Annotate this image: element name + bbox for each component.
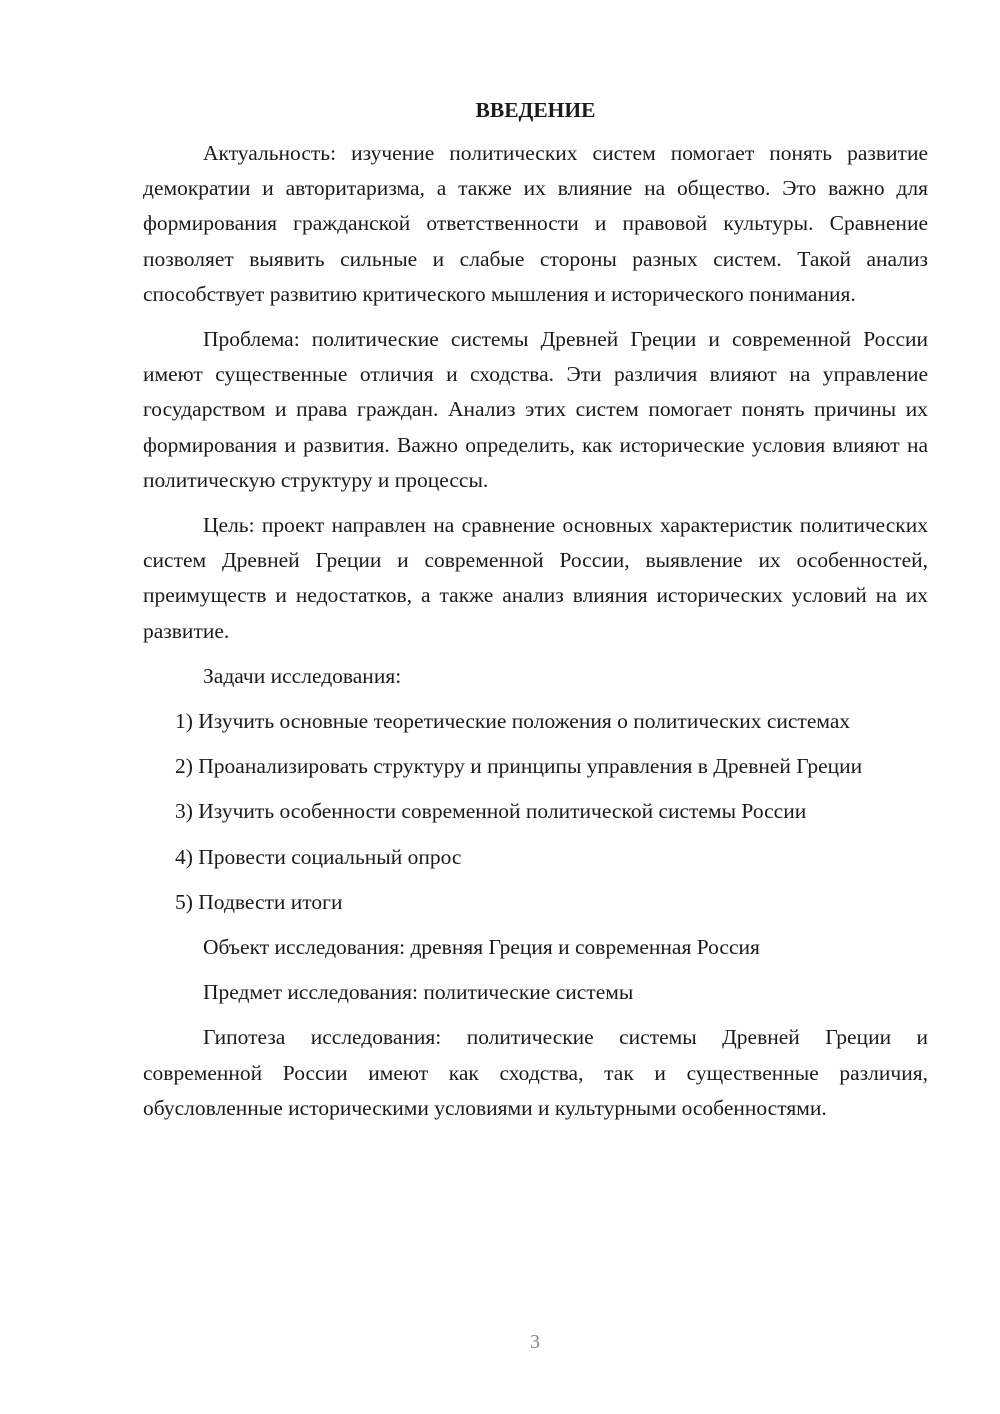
paragraph-goal: Цель: проект направлен на сравнение основных характеристик политических систем Древней Греции и современной России, выявление их особенностей, преимуществ и недостатков, а также анализ влияния исторических условий на их развитие. (143, 513, 928, 643)
research-object: Объект исследования: древняя Греция и современная Россия (203, 935, 760, 960)
research-hypothesis: Гипотеза исследования: политические системы Древней Греции и современной России имеют как сходства, так и существенные различия, обусловленные историческими условиями и культурными особенностями. (143, 1025, 928, 1120)
task-item-3: 3) Изучить особенности современной политической системы России (175, 799, 807, 824)
task-item-5: 5) Подвести итоги (175, 889, 343, 914)
paragraph-problem: Проблема: политические системы Древней Греции и современной России имеют существенные отличия и сходства. Эти различия влияют на управление государством и права граждан. Анализ этих систем помогает понять причины их формирования и развития. Важно определить, как исторические условия влияют на политическую структуру и процессы. (143, 327, 928, 492)
task-item-2: 2) Проанализировать структуру и принципы управления в Древней Греции (175, 754, 863, 779)
document-page (143, 92, 928, 1136)
task-item-4: 4) Провести социальный опрос (175, 844, 462, 869)
tasks-heading: Задачи исследования: (203, 663, 402, 688)
section-title: ВВЕДЕНИЕ (475, 98, 596, 122)
research-subject: Предмет исследования: политические системы (203, 980, 634, 1005)
page-number: 3 (530, 1331, 540, 1353)
task-item-1: 1) Изучить основные теоретические положения о политических системах (175, 709, 851, 734)
paragraph-relevance: Актуальность: изучение политических систем помогает понять развитие демократии и авторитаризма, а также их влияние на общество. Это важно для формирования гражданской ответственности и правовой культуры. Сравнение позволяет выявить сильные и слабые стороны разных систем. Такой анализ способствует развитию критического мышления и исторического понимания. (143, 141, 928, 306)
